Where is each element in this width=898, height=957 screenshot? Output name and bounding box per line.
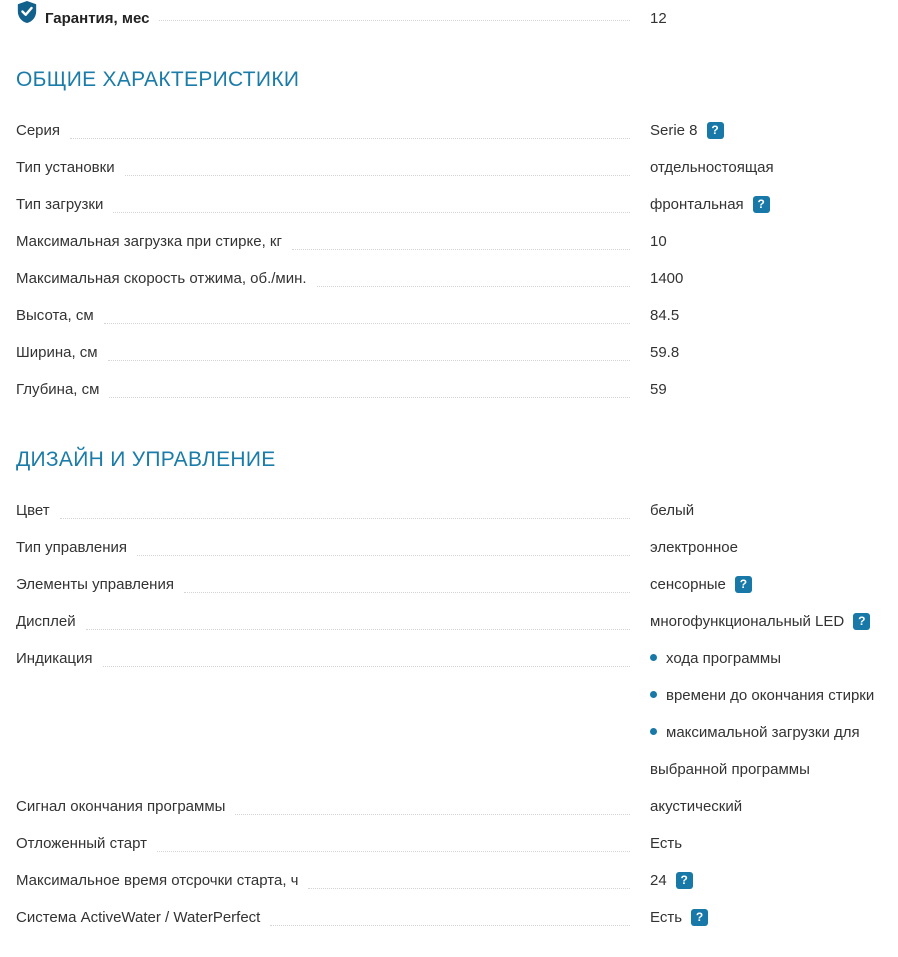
spec-row <box>16 529 898 566</box>
value-text: многофункциональный LED <box>650 613 845 630</box>
bullet-item: максимальной загрузки для выбранной программы <box>650 724 860 778</box>
value-text: Serie 8 <box>650 122 698 139</box>
value-text: акустический <box>650 798 743 815</box>
spec-value <box>650 371 898 408</box>
value-text: сенсорные <box>650 576 726 593</box>
spec-row <box>16 260 898 297</box>
value-text: электронное <box>650 539 738 556</box>
spec-label: Отложенный старт <box>16 835 148 852</box>
help-icon[interactable]: ? <box>691 909 708 926</box>
value-line <box>650 297 898 334</box>
value-line <box>650 899 898 936</box>
spec-label: Тип управления <box>16 539 127 556</box>
bullet-item: времени до окончания стирки <box>650 677 898 714</box>
value-text: 1400 <box>650 270 684 287</box>
spec-row <box>16 149 898 186</box>
help-icon[interactable]: ? <box>676 872 693 889</box>
spec-label: Серия <box>16 122 61 139</box>
value-line <box>650 566 898 603</box>
spec-value <box>650 788 898 825</box>
spec-label: Индикация <box>16 650 93 667</box>
help-icon[interactable]: ? <box>707 122 724 139</box>
shield-check-icon <box>16 0 38 24</box>
spec-value <box>650 334 898 371</box>
spec-row <box>16 899 898 936</box>
spec-label: Максимальное время отсрочки старта, ч <box>16 872 299 889</box>
spec-row <box>16 788 898 825</box>
dotted-leader <box>137 529 630 556</box>
bullet-icon <box>650 691 657 698</box>
bullet-item: хода программы <box>650 640 898 677</box>
spec-row <box>16 492 898 529</box>
dotted-leader <box>157 825 630 852</box>
value-text: 59 <box>650 381 667 398</box>
spec-label: Максимальная загрузка при стирке, кг <box>16 233 282 250</box>
value-line <box>650 603 898 640</box>
spec-section <box>16 446 898 936</box>
spec-row <box>16 862 898 899</box>
dotted-leader <box>125 149 630 176</box>
value-text: 84.5 <box>650 307 680 324</box>
spec-row-warranty <box>16 0 898 30</box>
spec-label: Глубина, см <box>16 381 100 398</box>
spec-row <box>16 566 898 603</box>
spec-row <box>16 223 898 260</box>
spec-value <box>650 825 898 862</box>
dotted-leader <box>317 260 630 287</box>
spec-row <box>16 371 898 408</box>
value-line <box>650 862 898 899</box>
bullet-icon <box>650 654 657 661</box>
dotted-leader <box>60 492 630 519</box>
dotted-leader <box>184 566 630 593</box>
dotted-leader <box>103 640 630 667</box>
spec-value <box>650 297 898 334</box>
spec-label: Гарантия, мес <box>45 10 150 27</box>
spec-row <box>16 334 898 371</box>
value-text: фронтальная <box>650 196 744 213</box>
help-icon[interactable]: ? <box>853 613 870 630</box>
bullet-icon <box>650 728 657 735</box>
spec-section <box>16 66 898 408</box>
value-text: Есть <box>650 835 683 852</box>
value-text: 24 <box>650 872 667 889</box>
spec-row <box>16 825 898 862</box>
value-text: Есть <box>650 909 683 926</box>
spec-value <box>650 566 898 603</box>
spec-label: Элементы управления <box>16 576 174 593</box>
value-line <box>650 788 898 825</box>
spec-value: 12 <box>650 10 667 27</box>
spec-value <box>650 529 898 566</box>
value-line <box>650 825 898 862</box>
spec-label: Цвет <box>16 502 50 519</box>
spec-value <box>650 492 898 529</box>
spec-label: Сигнал окончания программы <box>16 798 226 815</box>
dotted-leader <box>109 371 630 398</box>
spec-value <box>650 640 898 788</box>
value-text: 10 <box>650 233 667 250</box>
spec-row <box>16 297 898 334</box>
dotted-leader <box>292 223 630 250</box>
spec-row <box>16 603 898 640</box>
value-line <box>650 149 898 186</box>
value-line <box>650 492 898 529</box>
spec-value <box>650 260 898 297</box>
spec-value <box>650 899 898 936</box>
dotted-leader <box>86 603 630 630</box>
value-text: белый <box>650 502 695 519</box>
dotted-leader <box>270 899 630 926</box>
spec-label: Ширина, см <box>16 344 98 361</box>
value-line <box>650 260 898 297</box>
help-icon[interactable]: ? <box>753 196 770 213</box>
dotted-leader <box>308 862 630 889</box>
spec-label: Тип установки <box>16 159 115 176</box>
dotted-leader <box>235 788 630 815</box>
spec-value <box>650 223 898 260</box>
dotted-leader <box>70 112 630 139</box>
spec-label: Дисплей <box>16 613 76 630</box>
spec-row <box>16 640 898 788</box>
dotted-leader <box>104 297 630 324</box>
spec-value <box>650 112 898 149</box>
value-text: отдельностоящая <box>650 159 774 176</box>
value-line <box>650 112 898 149</box>
value-line <box>650 334 898 371</box>
help-icon[interactable]: ? <box>735 576 752 593</box>
section-title: ДИЗАЙН И УПРАВЛЕНИЕ <box>16 448 276 471</box>
section-title: ОБЩИЕ ХАРАКТЕРИСТИКИ <box>16 68 300 91</box>
value-line <box>650 223 898 260</box>
spec-row <box>16 112 898 149</box>
spec-sections <box>16 66 898 936</box>
value-line <box>650 186 898 223</box>
value-text: 59.8 <box>650 344 680 361</box>
spec-row <box>16 186 898 223</box>
dotted-leader <box>108 334 630 361</box>
spec-label: Система ActiveWater / WaterPerfect <box>16 909 261 926</box>
dotted-leader <box>113 186 630 213</box>
spec-label: Максимальная скорость отжима, об./мин. <box>16 270 307 287</box>
value-line <box>650 371 898 408</box>
spec-label: Высота, см <box>16 307 94 324</box>
spec-value <box>650 149 898 186</box>
spec-label: Тип загрузки <box>16 196 104 213</box>
dotted-leader <box>159 9 630 21</box>
spec-value <box>650 862 898 899</box>
spec-value <box>650 603 898 640</box>
value-line <box>650 529 898 566</box>
spec-value <box>650 186 898 223</box>
